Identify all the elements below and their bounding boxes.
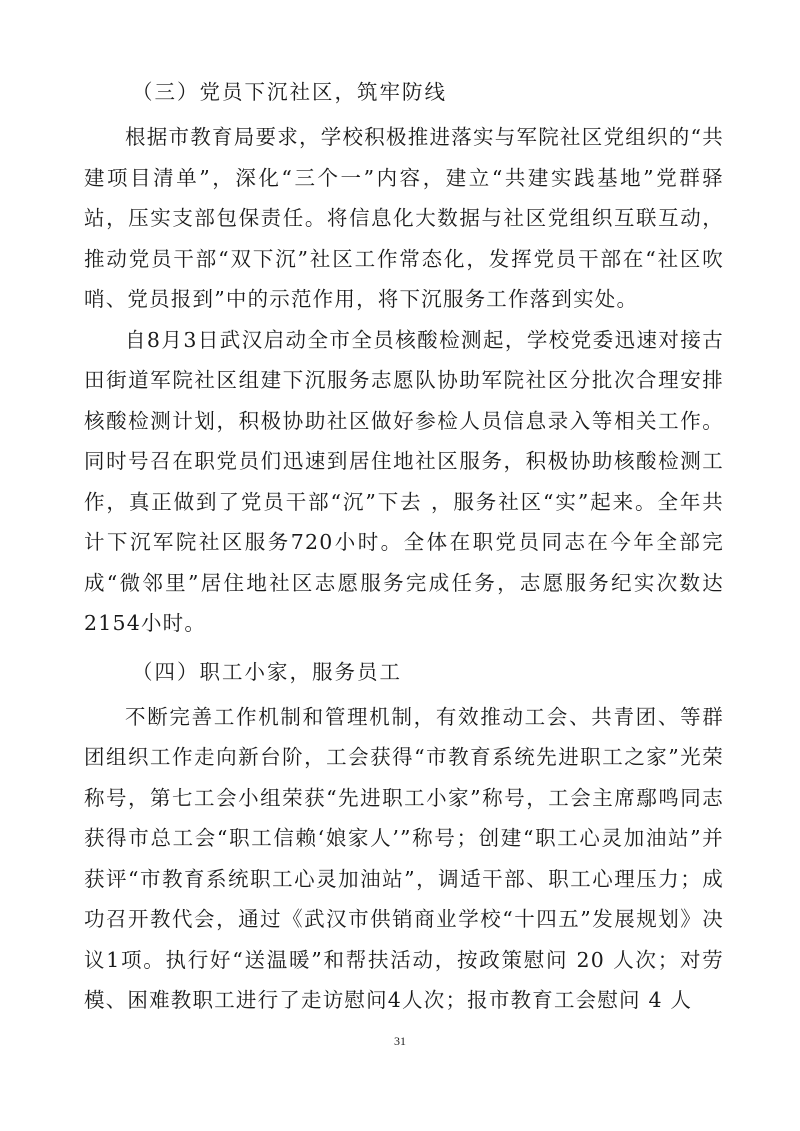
paragraph-3-2: 自8月3日武汉启动全市全员核酸检测起，学校党委迅速对接古田街道军院社区组建下沉服务志愿队协助军院社区分批次合理安排核酸检测计划，积极协助社区做好参检人员信息录入等相关工作。同时号召在职党员们迅速到居住地社区服务，积极协助核酸检测工作，真正做到了党员干部“沉”下去 ，服务社区“实”起来。全年共计下沉军院社区服务720小时。全体在职党员同志在今年全部完成“微邻里”居住地社区志愿服务完成任务，志愿服务纪实次数达2154小时。 [84, 327, 724, 635]
paragraph-4-1: 不断完善工作机制和管理机制，有效推动工会、共青团、等群团组织工作走向新台阶，工会获得“市教育系统先进职工之家”光荣称号，第七工会小组荣获“先进职工小家”称号，工会主席鄢鸣同志获得市总工会“职工信赖‘娘家人’”称号；创建“职工心灵加油站”并获评“市教育系统职工心灵加油站”，调适干部、职工心理压力；成功召开教代会，通过《武汉市供销商业学校“十四五”发展规划》决议1项。执行好“送温暖”和帮扶活动，按政策慰问 20 人次；对劳模、困难教职工进行了走访慰问4人次；报市教育工会慰问 4 人 [84, 704, 724, 1012]
paragraph-3-1: 根据市教育局要求，学校积极推进落实与军院社区党组织的“共建项目清单”，深化“三个一”内容，建立“共建实践基地”党群驿站，压实支部包保责任。将信息化大数据与社区党组织互联互动，推动党员干部“双下沉”社区工作常态化，发挥党员干部在“社区吹哨、党员报到”中的示范作用，将下沉服务工作落到实处。 [84, 125, 724, 311]
document-page [84, 70, 724, 1021]
page-number: 31 [394, 1034, 406, 1048]
section-heading-4: （四）职工小家，服务员工 [132, 659, 402, 684]
section-heading-3: （三）党员下沉社区，筑牢防线 [132, 80, 447, 104]
